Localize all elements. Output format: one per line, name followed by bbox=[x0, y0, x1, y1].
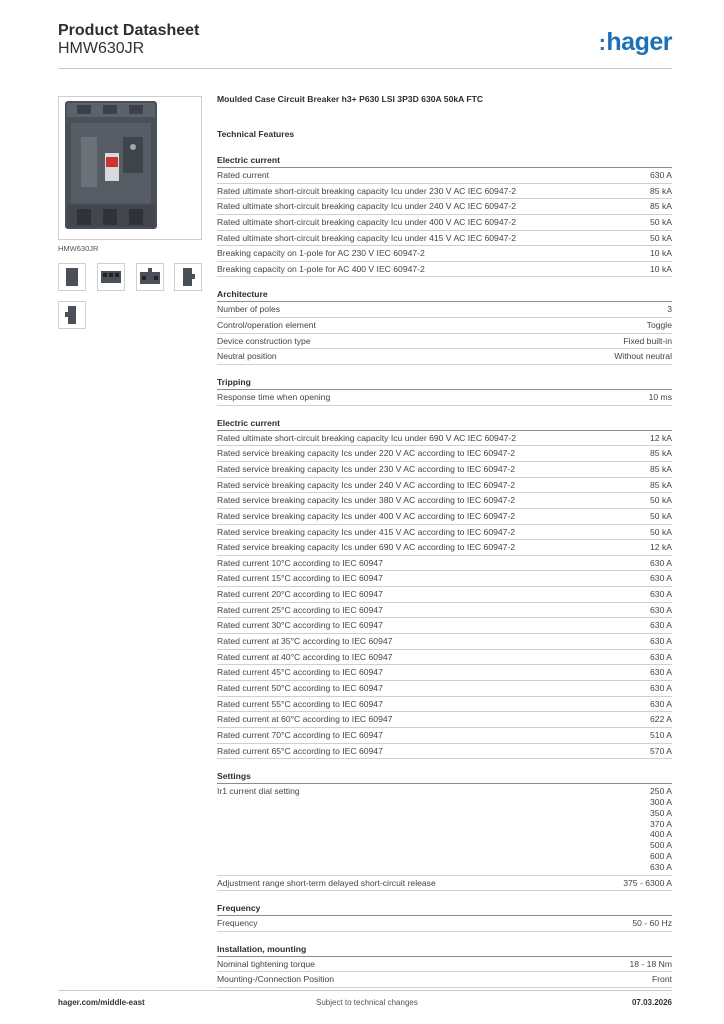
spec-value: 630 A bbox=[650, 636, 672, 647]
spec-label: Rated current at 35°C according to IEC 60947 bbox=[217, 636, 393, 647]
feature-section bbox=[217, 288, 672, 365]
spec-row bbox=[217, 509, 672, 525]
spec-value: 10 ms bbox=[648, 392, 672, 403]
hager-logo bbox=[599, 28, 672, 57]
spec-value: 10 kA bbox=[650, 263, 672, 274]
section-title: Settings bbox=[217, 770, 672, 784]
spec-value: 50 kA bbox=[650, 216, 672, 227]
spec-label: Rated current at 40°C according to IEC 60947 bbox=[217, 651, 393, 662]
footer-divider bbox=[58, 990, 672, 991]
spec-label: Rated current 65°C according to IEC 60947 bbox=[217, 745, 383, 756]
spec-row bbox=[217, 603, 672, 619]
spec-row bbox=[217, 318, 672, 334]
spec-row bbox=[217, 390, 672, 406]
product-image bbox=[58, 96, 202, 240]
spec-label: Breaking capacity on 1-pole for AC 230 V IEC 60947-2 bbox=[217, 248, 425, 259]
spec-row bbox=[217, 525, 672, 541]
section-title: Electric current bbox=[217, 154, 672, 168]
spec-label: Rated ultimate short-circuit breaking capacity Icu under 240 V AC IEC 60947-2 bbox=[217, 201, 517, 212]
spec-value: 630 A bbox=[650, 682, 672, 693]
spec-row bbox=[217, 697, 672, 713]
spec-row bbox=[217, 199, 672, 215]
spec-row bbox=[217, 184, 672, 200]
spec-value: 250 A 300 A 350 A 370 A 400 A 500 A 600 A 630 A bbox=[650, 786, 672, 872]
thumbnail-top-view[interactable] bbox=[97, 263, 125, 291]
header-divider bbox=[58, 68, 672, 69]
spec-value: 630 A bbox=[650, 589, 672, 600]
spec-label: Rated current 20°C according to IEC 60947 bbox=[217, 589, 383, 600]
spec-label: Rated current 10°C according to IEC 60947 bbox=[217, 557, 383, 568]
footer-date: 07.03.2026 bbox=[631, 998, 672, 1007]
spec-label: Rated service breaking capacity Ics under 220 V AC according to IEC 60947-2 bbox=[217, 448, 516, 459]
technical-features-heading: Technical Features bbox=[217, 129, 295, 139]
spec-label: Control/operation element bbox=[217, 320, 316, 331]
spec-value: Fixed built-in bbox=[623, 335, 672, 346]
product-code: HMW630JR bbox=[58, 40, 145, 57]
spec-label: Ir1 current dial setting bbox=[217, 786, 300, 797]
spec-row bbox=[217, 916, 672, 932]
technical-content bbox=[217, 94, 672, 988]
spec-row bbox=[217, 876, 672, 892]
spec-row bbox=[217, 431, 672, 447]
spec-label: Rated service breaking capacity Ics under 240 V AC according to IEC 60947-2 bbox=[217, 479, 516, 490]
spec-row bbox=[217, 784, 672, 875]
spec-label: Rated service breaking capacity Ics under 415 V AC according to IEC 60947-2 bbox=[217, 526, 516, 537]
spec-label: Rated ultimate short-circuit breaking capacity Icu under 690 V AC IEC 60947-2 bbox=[217, 432, 517, 443]
spec-row bbox=[217, 744, 672, 760]
thumbnail-bottom-view[interactable] bbox=[136, 263, 164, 291]
spec-value: 50 kA bbox=[650, 495, 672, 506]
spec-row bbox=[217, 349, 672, 365]
feature-section bbox=[217, 770, 672, 891]
spec-row bbox=[217, 168, 672, 184]
spec-value: Without neutral bbox=[614, 351, 672, 362]
section-title: Tripping bbox=[217, 376, 672, 390]
feature-section bbox=[217, 902, 672, 932]
spec-value: 12 kA bbox=[650, 542, 672, 553]
spec-row bbox=[217, 618, 672, 634]
spec-row bbox=[217, 246, 672, 262]
logo-text: hager bbox=[606, 28, 672, 56]
spec-value: 630 A bbox=[650, 667, 672, 678]
spec-value: 50 kA bbox=[650, 510, 672, 521]
thumbnail-angle-view[interactable] bbox=[58, 301, 86, 329]
spec-label: Rated service breaking capacity Ics under 400 V AC according to IEC 60947-2 bbox=[217, 510, 516, 521]
spec-label: Rated current 55°C according to IEC 60947 bbox=[217, 698, 383, 709]
spec-row bbox=[217, 972, 672, 988]
spec-value: 85 kA bbox=[650, 448, 672, 459]
spec-label: Neutral position bbox=[217, 351, 277, 362]
spec-label: Nominal tightening torque bbox=[217, 958, 315, 969]
section-title: Frequency bbox=[217, 902, 672, 916]
spec-value: 630 A bbox=[650, 620, 672, 631]
spec-label: Rated ultimate short-circuit breaking capacity Icu under 230 V AC IEC 60947-2 bbox=[217, 185, 517, 196]
spec-value: 630 A bbox=[650, 557, 672, 568]
feature-section bbox=[217, 417, 672, 759]
spec-label: Frequency bbox=[217, 918, 258, 929]
spec-row bbox=[217, 571, 672, 587]
spec-row bbox=[217, 728, 672, 744]
image-caption: HMW630JR bbox=[58, 244, 99, 253]
spec-row bbox=[217, 302, 672, 318]
spec-value: 12 kA bbox=[650, 432, 672, 443]
spec-value: 3 bbox=[667, 304, 672, 315]
spec-value: 375 - 6300 A bbox=[623, 877, 672, 888]
spec-row bbox=[217, 478, 672, 494]
spec-row bbox=[217, 587, 672, 603]
document-title: Product Datasheet bbox=[58, 22, 200, 39]
feature-section bbox=[217, 376, 672, 406]
spec-row bbox=[217, 681, 672, 697]
spec-value: 630 A bbox=[650, 651, 672, 662]
footer-website[interactable]: hager.com/middle-east bbox=[58, 998, 145, 1007]
feature-sections bbox=[217, 154, 672, 988]
spec-value: 85 kA bbox=[650, 479, 672, 490]
spec-value: 50 - 60 Hz bbox=[632, 918, 672, 929]
spec-label: Rated service breaking capacity Ics under 230 V AC according to IEC 60947-2 bbox=[217, 463, 516, 474]
spec-row bbox=[217, 665, 672, 681]
spec-row bbox=[217, 215, 672, 231]
spec-row bbox=[217, 493, 672, 509]
spec-value: 630 A bbox=[650, 698, 672, 709]
spec-label: Rated current 45°C according to IEC 60947 bbox=[217, 667, 383, 678]
spec-row bbox=[217, 957, 672, 973]
thumbnail-front-view[interactable] bbox=[58, 263, 86, 291]
spec-label: Rated ultimate short-circuit breaking capacity Icu under 415 V AC IEC 60947-2 bbox=[217, 232, 517, 243]
spec-row bbox=[217, 334, 672, 350]
section-title: Architecture bbox=[217, 288, 672, 302]
spec-label: Response time when opening bbox=[217, 392, 331, 403]
spec-value: 570 A bbox=[650, 745, 672, 756]
spec-row bbox=[217, 446, 672, 462]
spec-label: Rated service breaking capacity Ics under 380 V AC according to IEC 60947-2 bbox=[217, 495, 516, 506]
spec-value: 85 kA bbox=[650, 201, 672, 212]
feature-section bbox=[217, 154, 672, 277]
spec-label: Rated current bbox=[217, 170, 270, 180]
spec-label: Mounting-/Connection Position bbox=[217, 974, 335, 985]
spec-row bbox=[217, 231, 672, 247]
spec-label: Rated current 70°C according to IEC 60947 bbox=[217, 729, 383, 740]
spec-value: 510 A bbox=[650, 729, 672, 740]
logo-colon-icon: : bbox=[598, 30, 606, 55]
section-title: Installation, mounting bbox=[217, 943, 672, 957]
spec-label: Number of poles bbox=[217, 304, 281, 315]
thumbnail-side-view[interactable] bbox=[174, 263, 202, 291]
section-title: Electric current bbox=[217, 417, 672, 431]
spec-value: 630 A bbox=[650, 170, 672, 180]
spec-label: Rated current 30°C according to IEC 60947 bbox=[217, 620, 383, 631]
spec-value: 85 kA bbox=[650, 185, 672, 196]
spec-row bbox=[217, 712, 672, 728]
spec-row bbox=[217, 462, 672, 478]
spec-row bbox=[217, 650, 672, 666]
spec-value: Front bbox=[651, 974, 672, 985]
spec-value: 85 kA bbox=[650, 463, 672, 474]
feature-section bbox=[217, 943, 672, 988]
spec-row bbox=[217, 556, 672, 572]
spec-row bbox=[217, 540, 672, 556]
spec-label: Rated current at 60°C according to IEC 60947 bbox=[217, 714, 393, 725]
spec-label: Rated current 50°C according to IEC 60947 bbox=[217, 682, 383, 693]
spec-row bbox=[217, 634, 672, 650]
spec-value: 10 kA bbox=[650, 248, 672, 259]
spec-value: 630 A bbox=[650, 573, 672, 584]
spec-label: Rated ultimate short-circuit breaking capacity Icu under 400 V AC IEC 60947-2 bbox=[217, 216, 517, 227]
spec-value: 18 - 18 Nm bbox=[629, 958, 672, 969]
spec-label: Rated current 15°C according to IEC 60947 bbox=[217, 573, 383, 584]
spec-value: Toggle bbox=[646, 320, 672, 331]
spec-row bbox=[217, 262, 672, 278]
product-title: Moulded Case Circuit Breaker h3+ P630 LSI 3P3D 630A 50kA FTC bbox=[217, 94, 484, 104]
spec-label: Rated current 25°C according to IEC 60947 bbox=[217, 604, 383, 615]
spec-label: Adjustment range short-term delayed short-circuit release bbox=[217, 877, 436, 888]
spec-label: Device construction type bbox=[217, 335, 311, 346]
spec-label: Breaking capacity on 1-pole for AC 400 V IEC 60947-2 bbox=[217, 263, 425, 274]
spec-label: Rated service breaking capacity Ics under 690 V AC according to IEC 60947-2 bbox=[217, 542, 516, 553]
spec-value: 50 kA bbox=[650, 232, 672, 243]
spec-value: 630 A bbox=[650, 604, 672, 615]
spec-value: 622 A bbox=[650, 714, 672, 725]
spec-value: 50 kA bbox=[650, 526, 672, 537]
footer-notice: Subject to technical changes bbox=[316, 998, 418, 1007]
